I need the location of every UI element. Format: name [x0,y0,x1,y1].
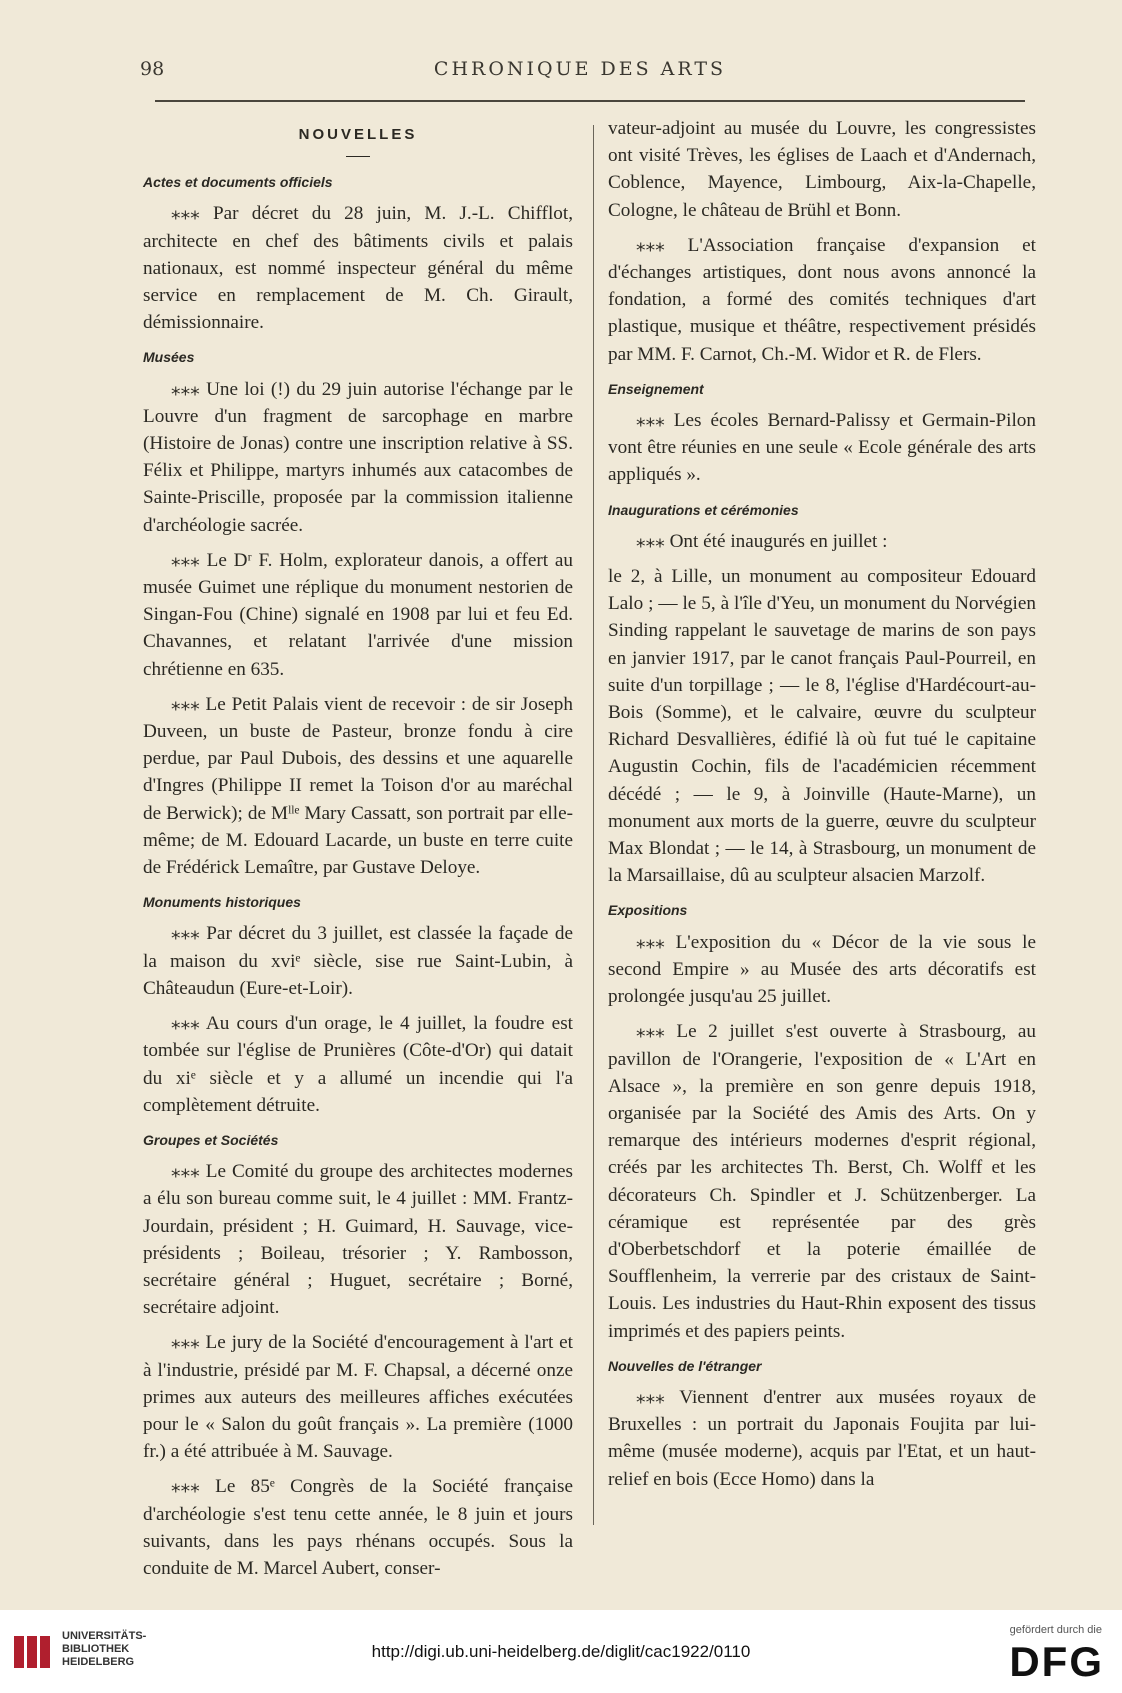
page-header [140,58,1020,88]
viewer-footer [0,1610,1122,1693]
funding-note: gefördert durch die [1009,1624,1102,1636]
rubric-title: Musées [143,349,195,366]
news-paragraph: ⁎⁎⁎ Le Comité du groupe des architectes modernes a élu son bureau comme suit, le 4 juillet : MM. Frantz-Jourdain, président ; H. Guimard, H. Sauvage, vice-présidents ; Boileau, trésorier ; Y. Rambosson, secrétaire général ; Huguet, secrétaire ; Borné, secrétaire adjoint. [143,1161,573,1319]
news-paragraph: ⁎⁎⁎ Le 2 juillet s'est ouverte à Strasbourg, au pavillon de l'Orangerie, l'exposition de « L'Art en Alsace », la première en son genre depuis 1918, organisée par la Société des Amis des Arts. On y remarque des intérieurs modernes d'esprit régional, créés par les architectes Th. Berst, Ch. Wolff et les décorateurs Ch. Spindler et J. Schützenberger. La céramique est représentée par des grès d'Oberbetschdorf et la poterie émaillée de Soufflenheim, la verrerie par des cristaux de Saint-Louis. Les industries du Haut-Rhin exposent des tissus imprimés et des papiers peints. [608,1021,1036,1342]
news-paragraph: ⁎⁎⁎ Le 85ᵉ Congrès de la Société française d'archéologie s'est tenu cette année, le 8 juin et jours suivants, dans les pays rhénans occupés. Sous la conduite de M. Marcel Aubert, conser- [143,1476,573,1579]
news-paragraph: ⁎⁎⁎ Les écoles Bernard-Palissy et Germain-Pilon vont être réunies en une seule « Ecole générale des arts appliqués ». [608,410,1036,486]
left-column [143,115,573,1590]
news-paragraph: ⁎⁎⁎ Le jury de la Société d'encouragement à l'art et à l'industrie, présidé par M. F. Chapsal, a décerné onze primes aux auteurs des meilleures affiches exécutées pour le « Salon du goût français ». La première (1000 fr.) a été attribuée à M. Sauvage. [143,1332,573,1463]
news-paragraph: ⁎⁎⁎ L'exposition du « Décor de la vie sous le second Empire » au Musée des arts décoratifs est prolongée jusqu'au 25 juillet. [608,931,1036,1008]
news-paragraph: vateur-adjoint au musée du Louvre, les congressistes ont visité Trèves, les églises de Laach et d'Andernach, Coblence, Mayence, Limbourg, Aix-la-Chapelle, Cologne, le château de Brühl et Bonn. [608,118,1036,221]
section-heading: NOUVELLES [298,126,418,143]
permalink-url[interactable]: http://digi.ub.uni-heidelberg.de/diglit/cac1922/0110 [371,1642,751,1661]
column-divider [593,125,594,1525]
rubric-title: Groupes et Sociétés [143,1131,279,1148]
running-title: CHRONIQUE DES ARTS [433,58,727,80]
news-paragraph: le 2, à Lille, un monument au compositeur Edouard Lalo ; — le 5, à l'île d'Yeu, un monument du Norvégien Sinding rappelant le sauvetage de marins de son pays en janvier 1917, par le canot français Paul-Pourreil, en suite d'un torpillage ; — le 8, l'église d'Hardécourt-au-Bois (Somme), et le calvaire, œuvre du sculpteur Richard Desvallières, édifié là où fut tué le capitaine Augustin Cochin, fils de l'académicien récemment décédé ; — le 9, à Joinville (Haute-Marne), un monument aux morts de la guerre, œuvre du sculpteur Max Blondat ; — le 14, à Strasbourg, un monument de la Marsaillaise, dû au sculpteur alsacien Marzolf. [608,566,1036,887]
news-paragraph: ⁎⁎⁎ Au cours d'un orage, le 4 juillet, la foudre est tombée sur l'église de Prunières (Côte-d'Or) qui datait du xiᵉ siècle et y a allumé un incendie qui l'a complètement détruite. [143,1013,573,1116]
news-paragraph: ⁎⁎⁎ Viennent d'entrer aux musées royaux de Bruxelles : un portrait du Japonais Foujita par lui-même (musée moderne), acquis par l'Etat, et un haut-relief en bois (Ecce Homo) dans la [608,1386,1036,1490]
news-paragraph: ⁎⁎⁎ Par décret du 28 juin, M. J.-L. Chifflot, architecte en chef des bâtiments civils et palais nationaux, est nommé inspecteur général du même service en remplacement de M. Ch. Girault, démissionnaire. [143,203,573,334]
right-column [608,115,1036,1501]
rubric-title: Actes et documents officiels [143,174,333,191]
rubric-title: Expositions [608,902,688,919]
news-paragraph: ⁎⁎⁎ Le Dʳ F. Holm, explorateur danois, a offert au musée Guimet une réplique du monument nestorien de Singan-Fou (Chine) signalé en 1908 par lui et feu Ed. Chavannes, et relatant l'arrivée d'une mission chrétienne en 635. [143,549,573,680]
rubric-title: Enseignement [608,380,704,397]
library-name: UNIVERSITÄTS- BIBLIOTHEK HEIDELBERG [62,1630,147,1668]
rubric-title: Inaugurations et cérémonies [608,501,799,518]
rubric-title: Nouvelles de l'étranger [608,1357,762,1374]
news-paragraph: ⁎⁎⁎ Une loi (!) du 29 juin autorise l'échange par le Louvre d'un fragment de sarcophage en marbre (Histoire de Jonas) contre une inscription relative à SS. Félix et Philippe, martyrs inhumés aux catacombes de Sainte-Priscille, proposée par la commission italienne d'archéologie sacrée. [143,378,573,536]
dfg-logo: DFG [1009,1638,1104,1685]
page-number: 98 [140,58,165,80]
news-paragraph: ⁎⁎⁎ Le Petit Palais vient de recevoir : de sir Joseph Duveen, un buste de Pasteur, bronze fondu à cire perdue, par Paul Dubois, des dessins et une aquarelle d'Ingres (Philippe II remet la Toison d'or au maréchal de Berwick); de Mˡˡᵉ Mary Cassatt, son portrait par elle-même; de M. Edouard Lacarde, un buste en terre cuite de Frédérick Lemaître, par Gustave Deloye. [143,693,573,879]
heading-dash [346,156,370,157]
rubric-title: Monuments historiques [143,894,301,911]
news-paragraph: ⁎⁎⁎ Ont été inaugurés en juillet : [636,530,888,552]
news-paragraph: ⁎⁎⁎ Par décret du 3 juillet, est classée la façade de la maison du xviᵉ siècle, sise rue Saint-Lubin, à Châteaudun (Eure-et-Loir). [143,923,573,999]
header-rule [155,100,1025,102]
news-paragraph: ⁎⁎⁎ L'Association française d'expansion et d'échanges artistiques, dont nous avons annoncé la fondation, a formé des comités techniques d'art plastique, musique et théâtre, respectivement présidés par MM. F. Carnot, Ch.-M. Widor et R. de Flers. [608,234,1036,365]
